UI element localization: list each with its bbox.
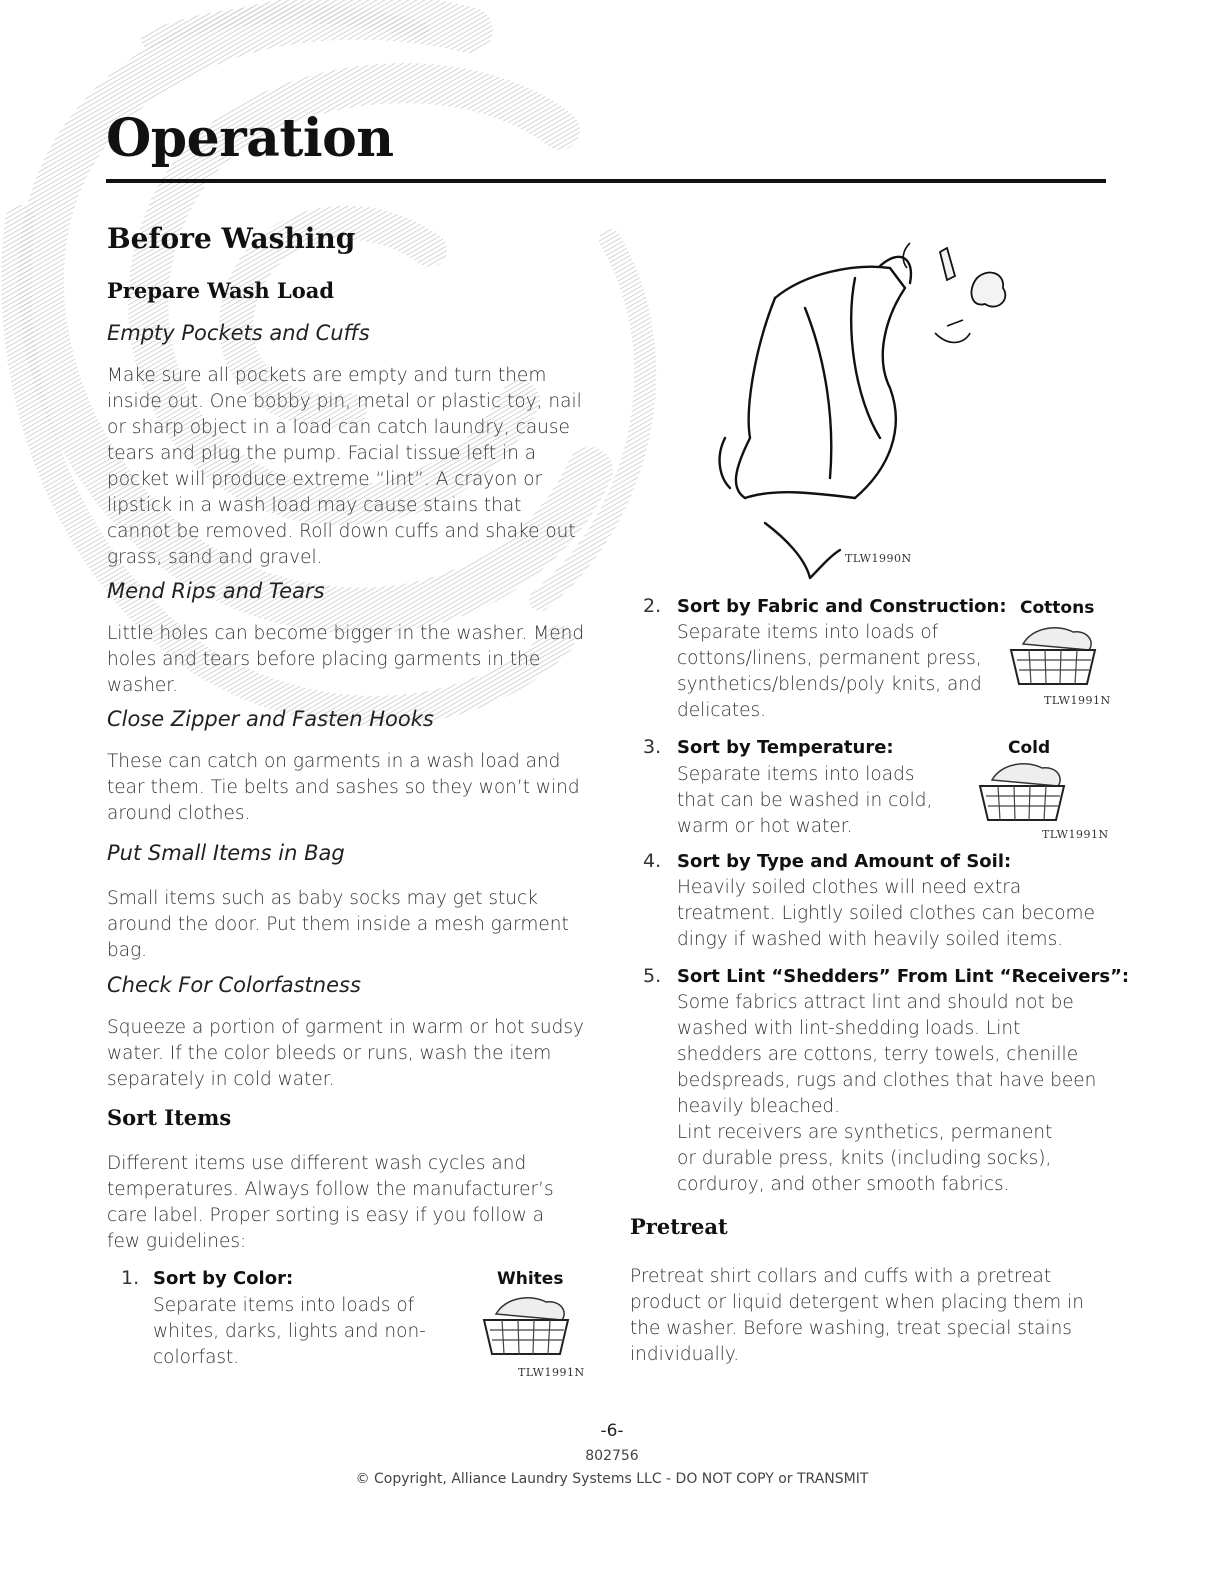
colorfastness-heading: Check For Colorfastness (107, 973, 361, 997)
basket-code: TLW1991N (518, 1366, 585, 1379)
prepare-heading: Prepare Wash Load (107, 278, 335, 303)
pretreat-text: Pretreat shirt collars and cuffs with a pretreat product or liquid detergent when placing them in the washer. Before washing, treat special stains individually. (630, 1266, 1084, 1365)
sort-item-text: Separate items into loads of whites, darks, lights and non-colorfast. (153, 1295, 426, 1368)
title-rule (106, 179, 1106, 183)
small-items-text: Small items such as baby socks may get stuck around the door. Put them inside a mesh garment bag. (107, 888, 569, 961)
sort-item-text: Some fabrics attract lint and should not be washed with lint-shedding loads. Lint shedders are cottons, terry towels, chenille bedspreads, rugs and clothes that have been heavily bleached. (677, 992, 1097, 1117)
sort-intro: Different items use different wash cycles and temperatures. Always follow the manufacturer’s care label. Proper sorting is easy if you follow a few guidelines: (107, 1153, 554, 1252)
basket-label: Cold (1008, 738, 1051, 758)
sort-item-title: Sort by Temperature: (677, 737, 894, 758)
garment-pockets-illustration (715, 238, 1020, 583)
basket-code: TLW1991N (1042, 828, 1109, 841)
basket-label: Whites (497, 1269, 564, 1289)
mend-text: Little holes can become bigger in the washer. Mend holes and tears before placing garments in the washer. (107, 623, 585, 696)
sort-item-number: 1. (121, 1267, 140, 1289)
sort-item-number: 4. (643, 850, 662, 872)
colorfastness-text: Squeeze a portion of garment in warm or hot sudsy water. If the color bleeds or runs, wash the item separately in cold water. (107, 1017, 584, 1090)
sort-heading: Sort Items (107, 1105, 232, 1130)
sort-item-text: Separate items into loads of cottons/linens, permanent press, synthetics/blends/poly knits, and delicates. (677, 622, 982, 721)
page-number: -6- (600, 1421, 624, 1441)
sort-item-number: 5. (643, 965, 662, 987)
copyright-notice: © Copyright, Alliance Laundry Systems LLC - DO NOT COPY or TRANSMIT (355, 1471, 869, 1487)
laundry-basket-icon (476, 1292, 576, 1362)
sort-item-text: Separate items into loads that can be washed in cold, warm or hot water. (677, 764, 933, 837)
sort-item-title: Sort by Color: (153, 1268, 294, 1289)
laundry-basket-icon (972, 758, 1072, 828)
sort-item-title: Sort by Type and Amount of Soil: (677, 851, 1012, 872)
sort-item-number: 2. (643, 595, 662, 617)
basket-label: Cottons (1020, 598, 1095, 618)
sort-item-number: 3. (643, 736, 662, 758)
zipper-text: These can catch on garments in a wash load and tear them. Tie belts and sashes so they won’t wind around clothes. (107, 751, 580, 824)
page-title: Operation (106, 108, 394, 169)
sort-item-title: Sort by Fabric and Construction: (677, 596, 1007, 617)
zipper-heading: Close Zipper and Fasten Hooks (107, 707, 434, 731)
figure-code: TLW1990N (845, 552, 912, 565)
section-heading: Before Washing (107, 222, 356, 255)
laundry-basket-icon (1003, 622, 1103, 692)
sort-item-text-2: Lint receivers are synthetics, permanent or durable press, knits (including socks), corduroy, and other smooth fabrics. (677, 1122, 1053, 1195)
empty-pockets-heading: Empty Pockets and Cuffs (107, 321, 370, 345)
sort-item-title: Sort Lint “Shedders” From Lint “Receivers”: (677, 966, 1130, 987)
empty-pockets-text: Make sure all pockets are empty and turn them inside out. One bobby pin, metal or plastic toy, nail or sharp object in a load can catch laundry, cause tears and plug the pump. Facial tissue left in a pocket will produce extreme “lint”. A crayon or lipstick in a wash load may cause stains that cannot be removed. Roll down cuffs and shake out grass, sand and gravel. (107, 365, 582, 568)
sort-item-text: Heavily soiled clothes will need extra treatment. Lightly soiled clothes can become dingy if washed with heavily soiled items. (677, 877, 1095, 950)
small-items-heading: Put Small Items in Bag (107, 841, 345, 865)
mend-heading: Mend Rips and Tears (107, 579, 325, 603)
document-number: 802756 (585, 1448, 639, 1464)
pretreat-heading: Pretreat (630, 1214, 728, 1239)
basket-code: TLW1991N (1044, 694, 1111, 707)
